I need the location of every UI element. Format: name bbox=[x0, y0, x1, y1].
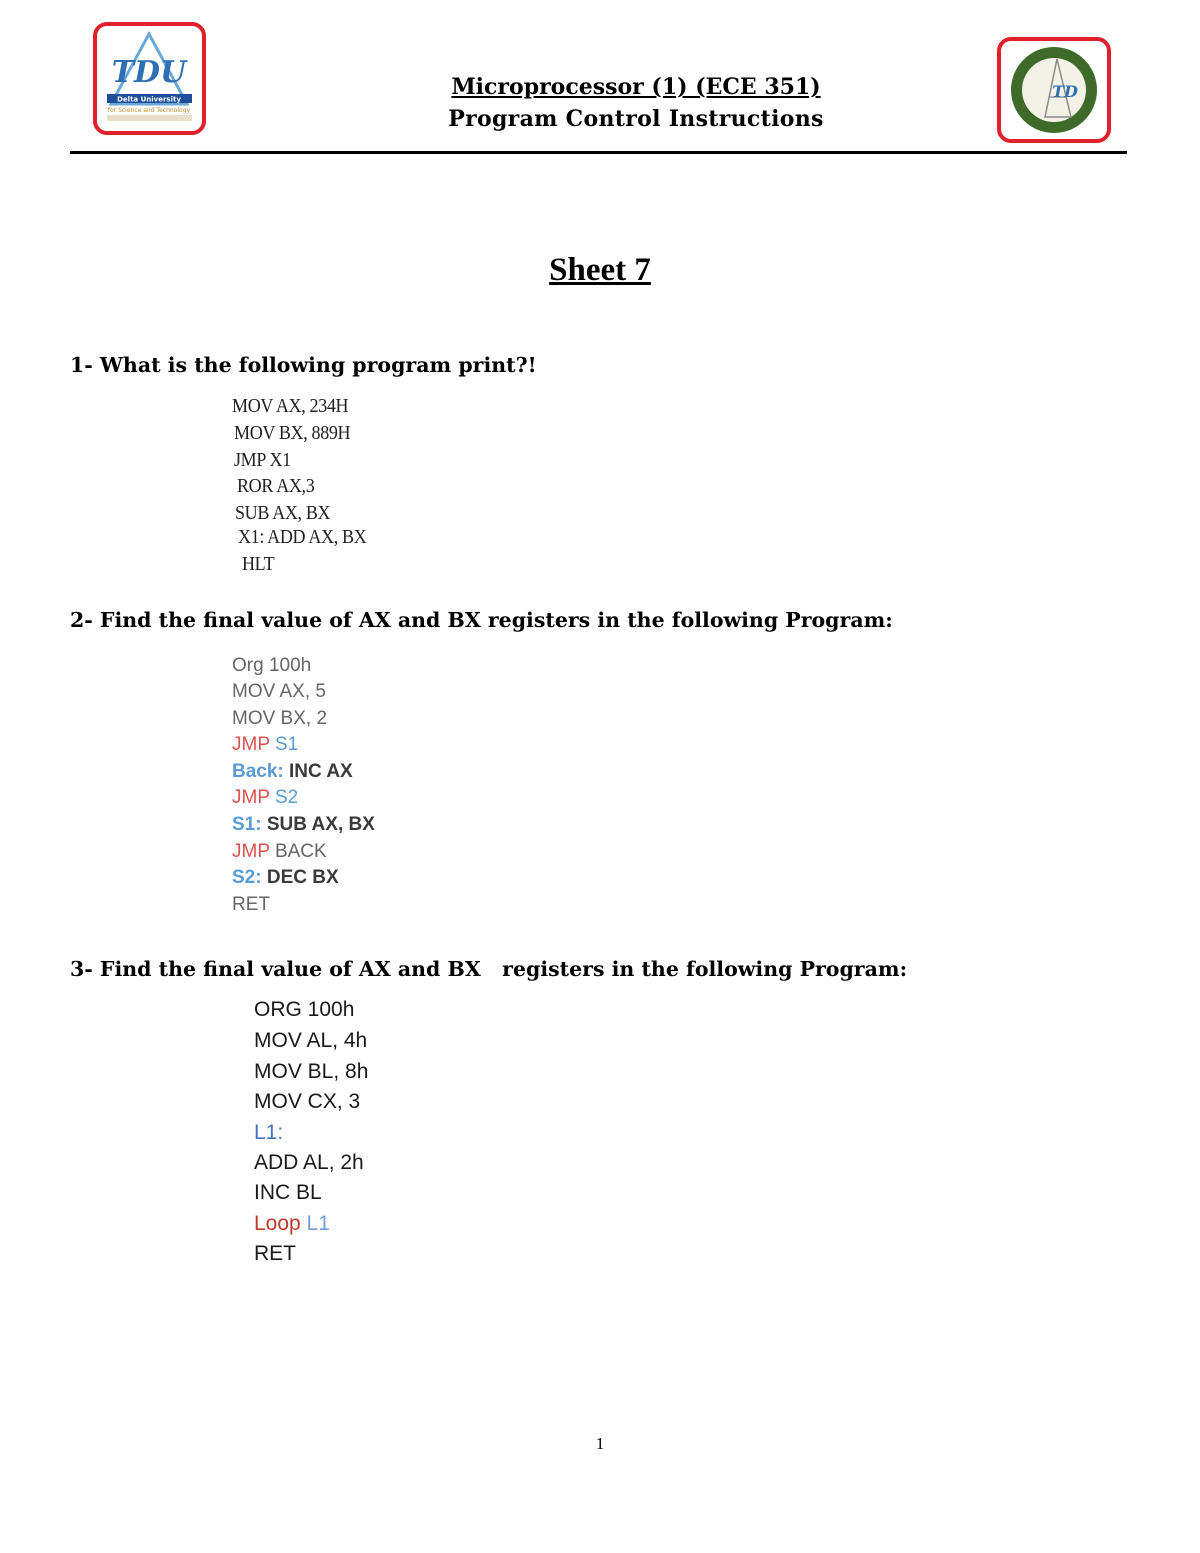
q2-code-line bbox=[232, 708, 327, 730]
q2-code-line bbox=[232, 814, 375, 836]
q2-code-line bbox=[232, 787, 298, 809]
topic-title: Program Control Instructions bbox=[448, 106, 824, 132]
q1-code-line: ROR AX,3 bbox=[237, 475, 315, 497]
logo-university-subtext: for Science and Technology bbox=[107, 107, 191, 114]
q2-keyword: JMP bbox=[232, 734, 270, 755]
q3-code-line bbox=[254, 1060, 368, 1084]
q3-keyword: Loop bbox=[254, 1212, 301, 1235]
q3-label-ref: L1 bbox=[300, 1212, 330, 1235]
q2-code-line bbox=[232, 681, 326, 703]
q2-code-text: RET bbox=[232, 894, 270, 915]
q3-label: L1: bbox=[254, 1121, 284, 1144]
q2-code-text: SUB AX, BX bbox=[261, 814, 375, 835]
question-3: 3- Find the final value of AX and BX registers in the following Program: bbox=[70, 957, 908, 981]
q3-code-text: RET bbox=[254, 1242, 296, 1265]
page-number: 1 bbox=[595, 1434, 605, 1453]
q2-code-line bbox=[232, 841, 327, 863]
q3-code-line bbox=[254, 1121, 283, 1145]
q3-code-text: MOV BL, 8h bbox=[254, 1060, 369, 1083]
faculty-seal-icon bbox=[997, 37, 1111, 143]
q2-label: S2: bbox=[232, 867, 262, 888]
q3-code-line bbox=[254, 1242, 296, 1266]
header-divider bbox=[70, 151, 1127, 154]
svg-text:TDU: TDU bbox=[111, 55, 187, 90]
q3-code-text: ORG 100h bbox=[254, 998, 355, 1021]
q2-label: S1: bbox=[232, 814, 262, 835]
q2-label-ref: S2 bbox=[269, 787, 299, 808]
question-2: 2- Find the final value of AX and BX registers in the following Program: bbox=[70, 608, 893, 632]
q1-code-line: MOV BX, 889H bbox=[234, 422, 351, 444]
q3-code-line bbox=[254, 1090, 360, 1114]
q3-code-line bbox=[254, 998, 354, 1022]
svg-text:TD: TD bbox=[1052, 82, 1078, 101]
q3-code-line bbox=[254, 1151, 364, 1175]
q2-code-line bbox=[232, 867, 339, 889]
q2-label: Back: bbox=[232, 761, 284, 782]
q3-code-text: MOV AL, 4h bbox=[254, 1029, 368, 1052]
logo-university-name: Delta University bbox=[117, 95, 181, 104]
q1-code-line: HLT bbox=[242, 553, 275, 575]
q2-code-line bbox=[232, 655, 311, 677]
course-title: Microprocessor (1) (ECE 351) bbox=[451, 74, 821, 100]
q3-code-text: ADD AL, 2h bbox=[254, 1151, 364, 1174]
q3-code-text: MOV CX, 3 bbox=[254, 1090, 361, 1113]
q2-keyword: JMP bbox=[232, 841, 270, 862]
q2-code-text: INC AX bbox=[283, 761, 353, 782]
q2-code-text: DEC BX bbox=[261, 867, 339, 888]
q1-code-line: JMP X1 bbox=[234, 449, 291, 471]
q2-code-text: Org 100h bbox=[232, 655, 312, 676]
q2-code-line bbox=[232, 894, 270, 916]
q2-keyword: JMP bbox=[232, 787, 270, 808]
q3-code-line bbox=[254, 1029, 367, 1053]
q3-code-line bbox=[254, 1212, 330, 1236]
q2-code-line bbox=[232, 761, 353, 783]
question-1: 1- What is the following program print?! bbox=[70, 353, 537, 377]
q3-code-line bbox=[254, 1181, 322, 1205]
q1-code-line: MOV AX, 234H bbox=[232, 395, 349, 417]
q2-code-text: BACK bbox=[269, 841, 327, 862]
q3-code-text: INC BL bbox=[254, 1181, 322, 1204]
q2-code-text: MOV BX, 2 bbox=[232, 708, 328, 729]
university-logo-icon bbox=[93, 22, 206, 135]
q2-code-line bbox=[232, 734, 298, 756]
q2-label-ref: S1 bbox=[269, 734, 299, 755]
q1-code-line: SUB AX, BX bbox=[235, 502, 331, 524]
q2-code-text: MOV AX, 5 bbox=[232, 681, 326, 702]
q1-code-line: X1: ADD AX, BX bbox=[238, 526, 367, 548]
sheet-title: Sheet 7 bbox=[549, 252, 651, 288]
